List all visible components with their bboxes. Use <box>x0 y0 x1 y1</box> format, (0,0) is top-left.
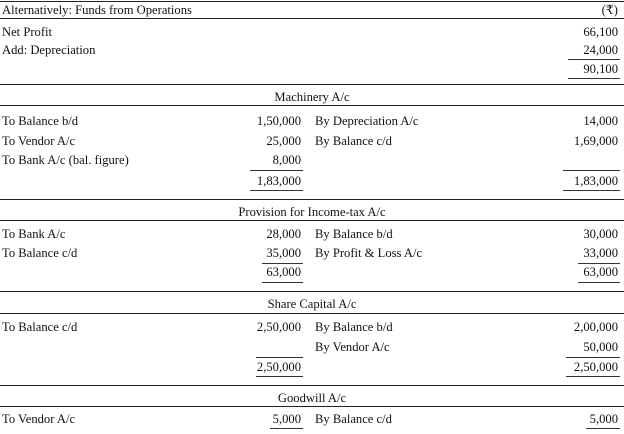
share-debit-total-underline <box>256 376 303 377</box>
rule-goodwill-header <box>0 406 624 407</box>
machinery-credit-label-1: By Depreciation A/c <box>315 114 419 128</box>
rule-machinery-top <box>0 84 624 85</box>
machinery-credit-total-underline <box>563 190 620 191</box>
tax-debit-total: 63,000 <box>266 265 301 279</box>
rule-goodwill-top <box>0 385 624 386</box>
funds-row-net-profit-label: Net Profit <box>2 25 53 39</box>
funds-currency: (₹) <box>601 3 618 17</box>
rule-machinery-header <box>0 105 624 106</box>
share-debit-total: 2,50,000 <box>256 360 301 374</box>
machinery-debit-label-3: To Bank A/c (bal. figure) <box>2 153 129 167</box>
tax-debit-amount-1: 28,000 <box>266 227 301 241</box>
rule-share-top <box>0 291 624 292</box>
rule-top <box>0 1 624 2</box>
rule-share-header <box>0 313 624 314</box>
rule-funds-header <box>0 18 624 19</box>
machinery-debit-total-underline <box>250 190 303 191</box>
funds-row-depreciation-amount: 24,000 <box>583 43 618 57</box>
machinery-credit-total: 1,83,000 <box>573 174 618 188</box>
tax-debit-sum-line <box>262 263 303 264</box>
machinery-credit-sum-line <box>563 170 620 171</box>
funds-row-depreciation-label: Add: Depreciation <box>2 43 96 57</box>
tax-credit-label-2: By Profit & Loss A/c <box>315 246 423 260</box>
machinery-debit-amount-1: 1,50,000 <box>256 114 301 128</box>
machinery-debit-label-1: To Balance b/d <box>2 114 79 128</box>
share-credit-label-1: By Balance b/d <box>315 320 393 334</box>
funds-total: 90,100 <box>583 62 618 76</box>
goodwill-title: Goodwill A/c <box>277 391 347 405</box>
machinery-credit-amount-1: 14,000 <box>583 114 618 128</box>
machinery-debit-amount-2: 25,000 <box>266 134 301 148</box>
funds-sum-line <box>568 59 620 60</box>
share-title: Share Capital A/c <box>267 297 357 311</box>
tax-credit-amount-2: 33,000 <box>583 246 618 260</box>
tax-credit-amount-1: 30,000 <box>583 227 618 241</box>
share-credit-label-2: By Vendor A/c <box>315 340 390 354</box>
funds-title: Alternatively: Funds from Operations <box>2 3 192 17</box>
goodwill-credit-total-underline <box>586 428 620 429</box>
tax-debit-label-2: To Balance c/d <box>2 246 78 260</box>
tax-debit-amount-2: 35,000 <box>266 246 301 260</box>
machinery-debit-label-2: To Vendor A/c <box>2 134 76 148</box>
machinery-debit-total: 1,83,000 <box>256 174 301 188</box>
share-debit-label-1: To Balance c/d <box>2 320 78 334</box>
rule-tax-top <box>0 199 624 200</box>
tax-credit-label-1: By Balance b/d <box>315 227 393 241</box>
share-credit-amount-2: 50,000 <box>583 340 618 354</box>
machinery-credit-amount-2: 1,69,000 <box>573 134 618 148</box>
goodwill-debit-amount-1: 5,000 <box>272 412 301 426</box>
machinery-credit-label-2: By Balance c/d <box>315 134 392 148</box>
tax-debit-label-1: To Bank A/c <box>2 227 66 241</box>
share-debit-amount-1: 2,50,000 <box>256 320 301 334</box>
tax-debit-total-underline <box>262 282 303 283</box>
machinery-debit-amount-3: 8,000 <box>272 153 301 167</box>
goodwill-credit-label-1: By Balance c/d <box>315 412 392 426</box>
share-credit-total: 2,50,000 <box>573 360 618 374</box>
share-credit-amount-1: 2,00,000 <box>573 320 618 334</box>
goodwill-debit-label-1: To Vendor A/c <box>2 412 76 426</box>
funds-total-underline <box>568 78 620 79</box>
share-debit-sum-line <box>256 357 303 358</box>
share-credit-sum-line <box>566 357 620 358</box>
tax-credit-total-underline <box>578 282 620 283</box>
machinery-title: Machinery A/c <box>274 90 350 104</box>
machinery-debit-sum-line <box>250 170 303 171</box>
rule-tax-header <box>0 220 624 221</box>
goodwill-debit-total-underline <box>270 428 303 429</box>
tax-title: Provision for Income-tax A/c <box>238 205 386 219</box>
tax-credit-sum-line <box>578 263 620 264</box>
goodwill-credit-amount-1: 5,000 <box>589 412 618 426</box>
funds-row-net-profit-amount: 66,100 <box>583 25 618 39</box>
tax-credit-total: 63,000 <box>583 265 618 279</box>
share-credit-total-underline <box>566 376 620 377</box>
